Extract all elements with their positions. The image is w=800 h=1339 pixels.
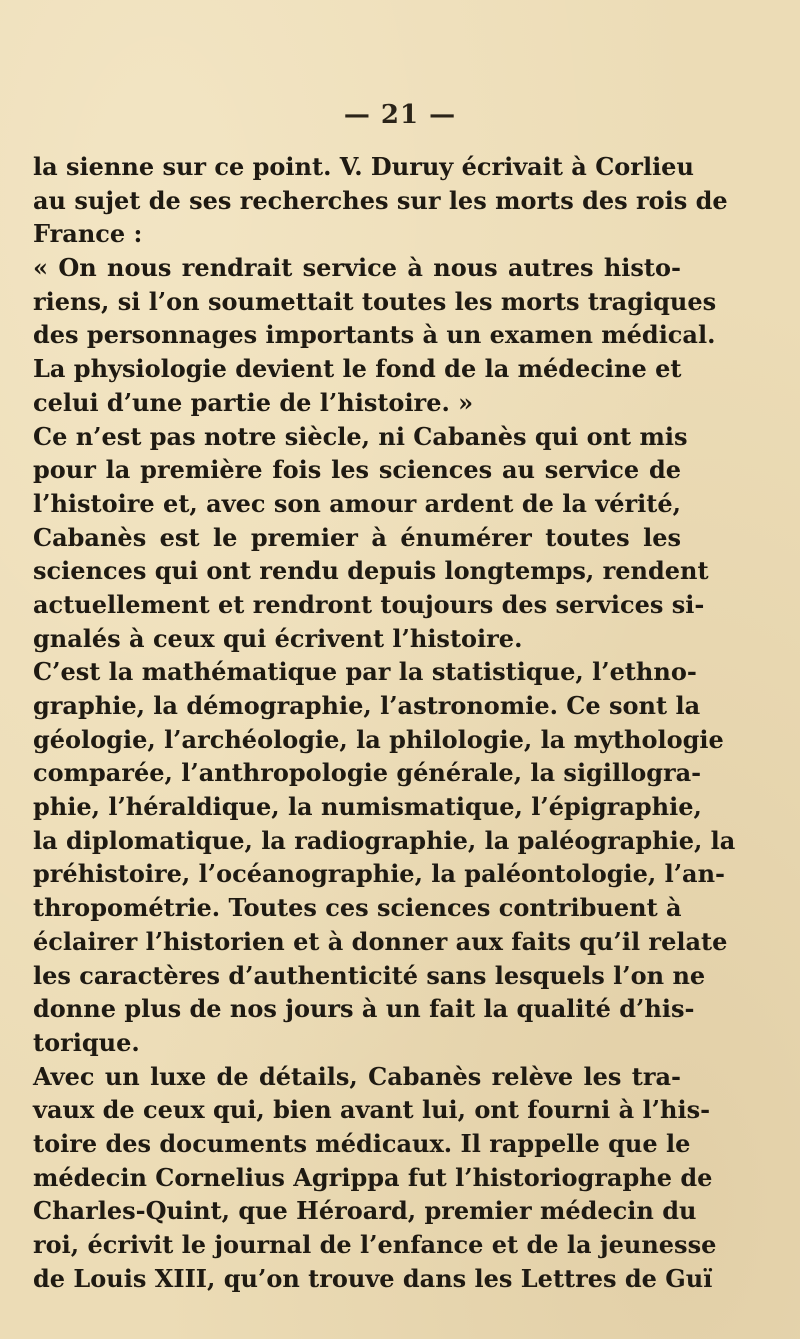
text-line: des personnages importants à un examen médical. [33,320,716,350]
text-line: médecin Cornelius Agrippa fut l’historiographe de [33,1162,713,1192]
text-line: la diplomatique, la radiographie, la paléographie, la [33,825,736,855]
text-line: roi, écrivit le journal de l’enfance et de la jeunesse [33,1230,717,1259]
text-line: « On nous rendrait service à nous autres histo- [33,253,681,283]
text-line: La physiologie devient le fond de la médecine et [33,354,682,384]
text-line: donne plus de nos jours à un fait la qualité d’his- [33,994,695,1024]
text-line: au sujet de ses recherches sur les morts des rois de [33,185,728,215]
text-line: vaux de ceux qui, bien avant lui, ont fourni à l’his- [33,1095,711,1125]
text-line: C’est la mathématique par la statistique, l’ethno- [33,657,697,687]
text-line: sciences qui ont rendu depuis longtemps, rendent [33,556,709,586]
text-line: l’histoire et, avec son amour ardent de la vérité, [33,488,681,518]
text-line: phie, l’héraldique, la numismatique, l’épigraphie, [33,792,702,822]
text-line: éclairer l’historien et à donner aux faits qu’il relate [33,926,728,956]
text-line: torique. [33,1027,140,1057]
text-line: Cabanès est le premier à énumérer toutes les [33,522,681,552]
text-line: France : [33,219,143,249]
text-line: géologie, l’archéologie, la philologie, la mythologie [33,724,724,754]
text-line: Charles-Quint, que Héroard, premier médecin du [33,1196,697,1226]
text-line: gnalés à ceux qui écrivent l’histoire. [33,623,523,653]
text-line: pour la première fois les sciences au service de [33,455,681,485]
text-line: celui d’une partie de l’histoire. » [33,387,474,417]
text-line: préhistoire, l’océanographie, la paléontologie, l’an- [33,859,726,889]
text-line: toire des documents médicaux. Il rappelle que le [33,1128,691,1158]
text-line: de Louis XIII, qu’on trouve dans les Lettres de Guï [33,1263,713,1293]
text-line: actuellement et rendront toujours des services si- [33,589,705,619]
body-text [33,150,736,1295]
text-line: les caractères d’authenticité sans lesquels l’on ne [33,960,706,990]
text-line: Ce n’est pas notre siècle, ni Cabanès qui ont mis [33,421,688,451]
text-line: comparée, l’anthropologie générale, la sigillogra- [33,758,702,788]
text-line: graphie, la démographie, l’astronomie. Ce sont la [33,691,701,720]
text-line: la sienne sur ce point. V. Duruy écrivait à Corlieu [33,152,694,181]
text-line: riens, si l’on soumettait toutes les morts tragiques [33,286,717,316]
page-number: — 21 — [343,100,457,130]
text-line: thropométrie. Toutes ces sciences contribuent à [33,893,682,923]
text-line: Avec un luxe de détails, Cabanès relève les tra- [33,1061,681,1091]
